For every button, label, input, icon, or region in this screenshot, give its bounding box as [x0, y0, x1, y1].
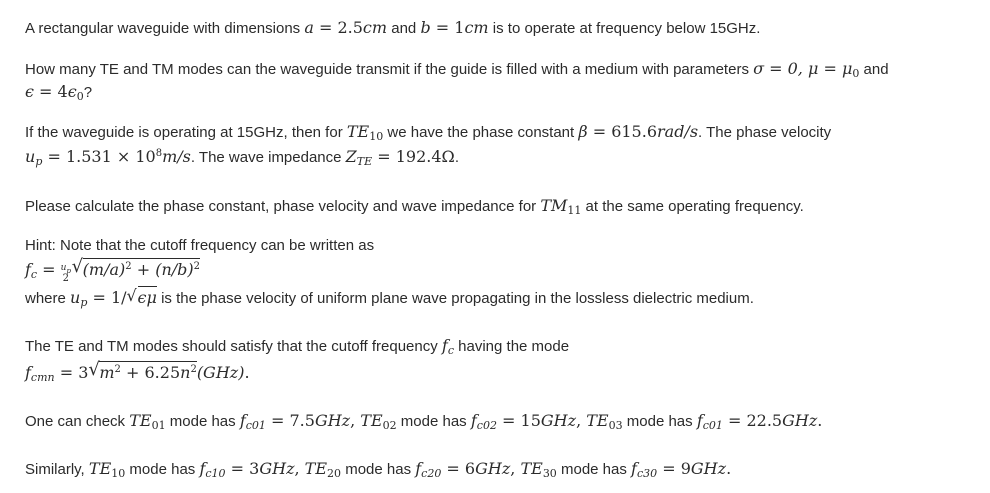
- phase-constant-text: we have the phase constant: [383, 124, 579, 141]
- up-equals: = 1/: [87, 288, 127, 307]
- beta-value: = 615.6: [587, 122, 657, 141]
- up-subscript: p: [35, 155, 43, 168]
- mu-symbol: μ: [807, 59, 819, 78]
- unit-cm: cm: [362, 18, 388, 37]
- equals-sign: =: [318, 18, 333, 37]
- te03-symbol: TE: [586, 411, 609, 430]
- intro-text: A rectangular waveguide with dimensions: [25, 20, 305, 37]
- radicand-exponent: 2: [125, 261, 132, 272]
- tm-subscript: 11: [567, 204, 582, 217]
- and-text: and: [859, 61, 889, 78]
- sqrt-epsmu: [127, 288, 157, 308]
- fc-subscript: c: [447, 344, 454, 357]
- fc01-subscript: c01: [245, 419, 266, 432]
- period: .: [454, 149, 459, 166]
- ghz-unit: GHz: [259, 459, 295, 478]
- mu0-subscript: 0: [852, 67, 860, 80]
- mode-condition-end: having the mode: [454, 338, 570, 355]
- cutoff-formula: [25, 256, 201, 284]
- f-symbol: f: [631, 459, 637, 478]
- m-variable: m: [99, 363, 115, 382]
- te20-symbol: TE: [304, 459, 328, 478]
- up-description: is the phase velocity of uniform plane wave propagating in the lossless dielectric medium.: [156, 290, 754, 307]
- epsilon0-symbol: ϵ: [67, 82, 77, 101]
- unit-cm: cm: [464, 18, 489, 37]
- epsilon0-subscript: 0: [76, 90, 84, 103]
- te30-symbol: TE: [520, 459, 543, 478]
- sqrt-sign: √: [88, 359, 100, 380]
- intro-paragraph: [25, 18, 760, 39]
- plus-coefficient: + 6.25: [120, 363, 181, 382]
- epsilon-equals: = 4: [33, 82, 68, 101]
- equals-sign: =: [435, 18, 450, 37]
- mode-has-text: mode has: [341, 461, 416, 478]
- up-value: = 1.531 × 10: [42, 147, 156, 166]
- comma: ,: [350, 411, 361, 430]
- task-text: Please calculate the phase constant, phase velocity and wave impedance for: [25, 198, 541, 215]
- check-text: One can check: [25, 413, 130, 430]
- ghz-unit: GHz: [690, 459, 727, 478]
- f-symbol: f: [199, 459, 206, 478]
- period: .: [726, 459, 732, 478]
- m-exponent: 2: [114, 364, 121, 375]
- task-paragraph: [25, 196, 804, 217]
- mode-condition-intro: The TE and TM modes should satisfy that the cutoff frequency: [25, 338, 442, 355]
- phase-velocity-text: . The phase velocity: [698, 124, 832, 141]
- fraction-numerator: u: [60, 263, 67, 273]
- fc20-value: = 6: [441, 459, 476, 478]
- up-subscript: p: [80, 296, 88, 309]
- te0n-modes-line: [25, 411, 822, 432]
- f-symbol: f: [470, 411, 477, 430]
- n-variable: n: [180, 363, 191, 382]
- sqrt-sign: √: [71, 256, 84, 277]
- comma: ,: [510, 459, 521, 478]
- plus-sign: +: [131, 260, 156, 279]
- up-unit: m/s: [162, 147, 191, 166]
- dim-b-symbol: b: [420, 18, 431, 37]
- sigma-expr: σ = 0,: [753, 59, 808, 78]
- te-symbol: TE: [346, 122, 370, 141]
- ghz-unit: GHz: [475, 459, 511, 478]
- beta-symbol: β: [578, 122, 588, 141]
- fc-symbol: f: [25, 260, 31, 279]
- mode-has-text: mode has: [556, 461, 632, 478]
- fc03-value: = 22.5: [722, 411, 783, 430]
- fc10-subscript: c10: [205, 467, 226, 480]
- fc20-subscript: c20: [421, 467, 442, 480]
- ghz-unit: GHz: [540, 411, 577, 430]
- f-symbol: f: [696, 411, 703, 430]
- comma: ,: [294, 459, 305, 478]
- up-over-2-fraction: [60, 260, 72, 284]
- ten0-modes-line: [25, 459, 731, 480]
- fc-subscript: c: [30, 268, 38, 281]
- mode-has-text: mode has: [396, 413, 471, 430]
- fcmn-symbol: f: [25, 363, 31, 382]
- f-symbol: f: [415, 459, 422, 478]
- radicand-m-over-a: (m/a): [82, 260, 126, 279]
- mode-has-text: mode has: [125, 461, 200, 478]
- te01-symbol: TE: [129, 411, 152, 430]
- comma: ,: [576, 411, 587, 430]
- te10-symbol: TE: [88, 459, 112, 478]
- tm-symbol: TM: [540, 196, 568, 215]
- epsmu-radicand: ϵμ: [137, 288, 157, 307]
- up-symbol: u: [70, 288, 81, 307]
- fc-equals: =: [37, 260, 61, 279]
- epsilon-symbol: ϵ: [25, 82, 34, 101]
- up-definition: [25, 288, 754, 309]
- fc30-subscript: c30: [636, 467, 658, 480]
- sqrt-mn-expression: [88, 359, 197, 383]
- mu-equals: =: [818, 59, 842, 78]
- where-text: where: [25, 290, 71, 307]
- te03-subscript: 03: [608, 419, 623, 432]
- fc30-value: = 9: [657, 459, 691, 478]
- f-symbol: f: [239, 411, 246, 430]
- similarly-text: Similarly,: [25, 461, 89, 478]
- mode-has-text: mode has: [622, 413, 697, 430]
- te02-subscript: 02: [382, 419, 397, 432]
- fraction-denominator: 2: [62, 273, 70, 284]
- z-symbol: Z: [345, 147, 357, 166]
- up-exponent: 8: [155, 148, 163, 159]
- fc02-value: = 15: [496, 411, 541, 430]
- fcmn-subscript: cmn: [30, 371, 55, 384]
- fc01-value: = 7.5: [265, 411, 315, 430]
- fcmn-formula: [25, 359, 250, 384]
- fc02-subscript: c02: [476, 419, 497, 432]
- dim-b-value: 1: [454, 18, 465, 37]
- wave-impedance-text: . The wave impedance: [190, 149, 346, 166]
- ghz-unit: GHz: [782, 411, 818, 430]
- dim-a-value: 2.5: [337, 18, 363, 37]
- te10-intro-text: If the waveguide is operating at 15GHz, then for: [25, 124, 347, 141]
- question-mark: ?: [83, 84, 93, 101]
- hint-text: Hint: Note that the cutoff frequency can be written as: [25, 237, 375, 254]
- mode-has-text: mode has: [165, 413, 240, 430]
- mode-condition-text: [25, 336, 569, 357]
- beta-unit: rad/s: [657, 122, 699, 141]
- hint-heading: [25, 236, 374, 256]
- fc03-subscript: c01: [702, 419, 723, 432]
- te10-paragraph-cont: [25, 147, 459, 168]
- up-symbol: u: [25, 147, 36, 166]
- ghz-unit: GHz: [314, 411, 351, 430]
- question-paragraph: [25, 59, 889, 80]
- dim-a-symbol: a: [304, 18, 314, 37]
- te20-subscript: 20: [327, 467, 342, 480]
- te10-paragraph: [25, 122, 831, 143]
- radicand2-exponent: 2: [193, 261, 201, 272]
- te-subscript: 10: [369, 130, 384, 143]
- radicand-n-over-b: (n/b): [155, 260, 194, 279]
- n-exponent: 2: [190, 364, 197, 375]
- te02-symbol: TE: [360, 411, 383, 430]
- te01-subscript: 01: [151, 419, 166, 432]
- ghz-unit: (GHz): [196, 363, 245, 382]
- fc-symbol: f: [441, 336, 448, 355]
- frequency-text: is to operate at frequency below 15GHz.: [488, 20, 761, 37]
- fcmn-equals: = 3: [54, 363, 89, 382]
- te10-subscript: 10: [111, 467, 126, 480]
- fc10-value: = 3: [225, 459, 260, 478]
- period: .: [244, 363, 250, 382]
- z-value: = 192.4Ω: [372, 147, 455, 166]
- sqrt-sign: √: [126, 286, 137, 305]
- te30-subscript: 30: [542, 467, 557, 480]
- question-paragraph-cont: [25, 82, 92, 103]
- task-text-end: at the same operating frequency.: [581, 198, 804, 215]
- mu0-symbol: μ: [841, 59, 853, 78]
- period: .: [817, 411, 823, 430]
- fraction-numerator-sub: p: [66, 266, 71, 275]
- question-text: How many TE and TM modes can the waveguide transmit if the guide is filled with a medium with parameters: [25, 61, 754, 78]
- z-subscript: TE: [356, 155, 373, 168]
- sqrt-expression: [71, 256, 201, 280]
- and-text: and: [387, 20, 421, 37]
